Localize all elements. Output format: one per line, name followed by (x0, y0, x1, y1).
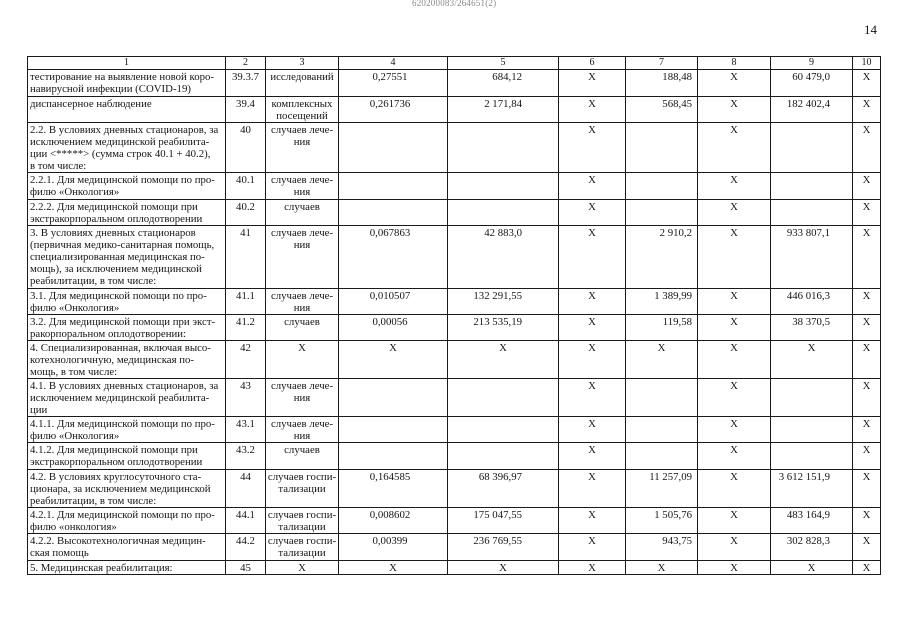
col-7-value: 119,58 (626, 315, 698, 341)
col-8-value: X (698, 561, 771, 575)
unit-of-measure: случаев (266, 443, 339, 470)
column-number: 8 (698, 57, 771, 70)
col-4-value: 0,164585 (339, 470, 448, 508)
col-6-value: X (559, 200, 626, 226)
column-number: 10 (853, 57, 881, 70)
col-5-value: 68 396,97 (448, 470, 559, 508)
col-8-value: X (698, 289, 771, 315)
row-line-number: 43 (226, 379, 266, 417)
col-4-value: X (339, 341, 448, 379)
col-8-value: X (698, 315, 771, 341)
col-9-value (771, 443, 853, 470)
row-line-number: 41.1 (226, 289, 266, 315)
row-description: 3. В условиях дневных стационаров (первичная медико-санитарная помощь, специализированная медицинская по- мощь), за исключением медицинской реабилитации, в том числе: (28, 226, 226, 289)
column-number: 1 (28, 57, 226, 70)
col-6-value: X (559, 508, 626, 534)
col-10-value: X (853, 417, 881, 443)
col-7-value (626, 443, 698, 470)
col-9-value: 182 402,4 (771, 97, 853, 123)
column-number-row (28, 57, 881, 70)
col-6-value: X (559, 561, 626, 575)
col-6-value: X (559, 443, 626, 470)
col-8-value: X (698, 379, 771, 417)
col-6-value: X (559, 341, 626, 379)
col-7-value: 11 257,09 (626, 470, 698, 508)
col-6-value: X (559, 226, 626, 289)
col-4-value (339, 123, 448, 173)
col-5-value: 2 171,84 (448, 97, 559, 123)
col-9-value: X (771, 561, 853, 575)
col-5-value: 684,12 (448, 70, 559, 97)
col-9-value (771, 417, 853, 443)
col-8-value: X (698, 123, 771, 173)
col-4-value: 0,27551 (339, 70, 448, 97)
col-8-value: X (698, 70, 771, 97)
row-description: 4.2. В условиях круглосуточного ста- ционара, за исключением медицинской реабилитации, в том числе: (28, 470, 226, 508)
row-line-number: 43.1 (226, 417, 266, 443)
row-line-number: 40 (226, 123, 266, 173)
col-9-value: 483 164,9 (771, 508, 853, 534)
col-7-value: 568,45 (626, 97, 698, 123)
unit-of-measure: случаев лече- ния (266, 123, 339, 173)
col-7-value: 2 910,2 (626, 226, 698, 289)
col-4-value: 0,010507 (339, 289, 448, 315)
col-6-value: X (559, 97, 626, 123)
col-8-value: X (698, 470, 771, 508)
col-5-value: 213 535,19 (448, 315, 559, 341)
row-line-number: 45 (226, 561, 266, 575)
col-9-value (771, 123, 853, 173)
column-number: 3 (266, 57, 339, 70)
col-4-value (339, 417, 448, 443)
col-10-value: X (853, 200, 881, 226)
col-9-value: 3 612 151,9 (771, 470, 853, 508)
col-9-value: 60 479,0 (771, 70, 853, 97)
col-4-value (339, 200, 448, 226)
col-4-value: 0,008602 (339, 508, 448, 534)
column-number: 9 (771, 57, 853, 70)
col-5-value (448, 123, 559, 173)
col-4-value: 0,261736 (339, 97, 448, 123)
col-8-value: X (698, 508, 771, 534)
table-row (28, 417, 881, 443)
col-8-value: X (698, 200, 771, 226)
col-10-value: X (853, 315, 881, 341)
col-6-value: X (559, 534, 626, 561)
col-4-value: 0,00056 (339, 315, 448, 341)
table-row (28, 470, 881, 508)
unit-of-measure: случаев лече- ния (266, 417, 339, 443)
row-line-number: 41.2 (226, 315, 266, 341)
col-5-value: 175 047,55 (448, 508, 559, 534)
col-8-value: X (698, 534, 771, 561)
col-5-value: X (448, 341, 559, 379)
row-description: 2.2.2. Для медицинской помощи при экстракорпоральном оплодотворении (28, 200, 226, 226)
col-5-value (448, 379, 559, 417)
unit-of-measure: случаев лече- ния (266, 173, 339, 200)
row-line-number: 44.1 (226, 508, 266, 534)
column-number: 6 (559, 57, 626, 70)
col-8-value: X (698, 226, 771, 289)
col-8-value: X (698, 341, 771, 379)
row-line-number: 40.1 (226, 173, 266, 200)
col-8-value: X (698, 173, 771, 200)
col-6-value: X (559, 315, 626, 341)
column-number: 2 (226, 57, 266, 70)
col-9-value: 302 828,3 (771, 534, 853, 561)
row-line-number: 42 (226, 341, 266, 379)
row-line-number: 39.4 (226, 97, 266, 123)
row-description: тестирование на выявление новой коро- навирусной инфекции (COVID-19) (28, 70, 226, 97)
col-10-value: X (853, 534, 881, 561)
data-table (27, 56, 881, 575)
col-8-value: X (698, 417, 771, 443)
col-5-value: 42 883,0 (448, 226, 559, 289)
table-row (28, 70, 881, 97)
row-description: 4. Специализированная, включая высо- котехнологичную, медицинская по- мощь, в том числе: (28, 341, 226, 379)
table-row (28, 226, 881, 289)
col-10-value: X (853, 70, 881, 97)
row-description: 2.2. В условиях дневных стационаров, за исключением медицинской реабилита- ции <*****> (сумма строк 40.1 + 40.2), в том числе: (28, 123, 226, 173)
row-description: 4.1.2. Для медицинской помощи при экстракорпоральном оплодотворении (28, 443, 226, 470)
row-description: диспансерное наблюдение (28, 97, 226, 123)
unit-of-measure: случаев лече- ния (266, 226, 339, 289)
col-6-value: X (559, 70, 626, 97)
table-row (28, 123, 881, 173)
col-7-value (626, 379, 698, 417)
table-row (28, 341, 881, 379)
col-9-value: 446 016,3 (771, 289, 853, 315)
table-row (28, 173, 881, 200)
col-10-value: X (853, 561, 881, 575)
row-description: 2.2.1. Для медицинской помощи по про- филю «Онкология» (28, 173, 226, 200)
row-line-number: 39.3.7 (226, 70, 266, 97)
col-4-value (339, 379, 448, 417)
col-8-value: X (698, 97, 771, 123)
col-5-value (448, 417, 559, 443)
col-6-value: X (559, 379, 626, 417)
table-row (28, 289, 881, 315)
col-9-value: 933 807,1 (771, 226, 853, 289)
unit-of-measure: случаев госпи- тализации (266, 470, 339, 508)
page-number: 14 (864, 22, 877, 37)
col-9-value (771, 173, 853, 200)
col-10-value: X (853, 289, 881, 315)
unit-of-measure: случаев лече- ния (266, 289, 339, 315)
row-description: 4.1. В условиях дневных стационаров, за исключением медицинской реабилита- ции (28, 379, 226, 417)
unit-of-measure: случаев госпи- тализации (266, 534, 339, 561)
row-description: 4.1.1. Для медицинской помощи по про- филю «Онкология» (28, 417, 226, 443)
unit-of-measure: случаев лече- ния (266, 379, 339, 417)
row-line-number: 44.2 (226, 534, 266, 561)
col-10-value: X (853, 173, 881, 200)
col-4-value: 0,067863 (339, 226, 448, 289)
col-4-value (339, 443, 448, 470)
row-line-number: 41 (226, 226, 266, 289)
row-description: 4.2.1. Для медицинской помощи по про- филю «онкология» (28, 508, 226, 534)
col-7-value: 1 505,76 (626, 508, 698, 534)
col-7-value (626, 173, 698, 200)
table-row (28, 315, 881, 341)
unit-of-measure: X (266, 561, 339, 575)
col-6-value: X (559, 289, 626, 315)
table-row (28, 561, 881, 575)
unit-of-measure: случаев (266, 200, 339, 226)
col-6-value: X (559, 123, 626, 173)
row-description: 3.2. Для медицинской помощи при экст- ракорпоральном оплодотворении: (28, 315, 226, 341)
col-7-value: X (626, 341, 698, 379)
col-10-value: X (853, 97, 881, 123)
col-8-value: X (698, 443, 771, 470)
unit-of-measure: X (266, 341, 339, 379)
row-description: 3.1. Для медицинской помощи по про- филю «Онкология» (28, 289, 226, 315)
col-6-value: X (559, 470, 626, 508)
col-10-value: X (853, 470, 881, 508)
col-7-value: 188,48 (626, 70, 698, 97)
col-10-value: X (853, 123, 881, 173)
col-4-value: X (339, 561, 448, 575)
col-6-value: X (559, 417, 626, 443)
table-row (28, 200, 881, 226)
col-4-value (339, 173, 448, 200)
column-number: 5 (448, 57, 559, 70)
col-5-value (448, 200, 559, 226)
col-10-value: X (853, 379, 881, 417)
col-6-value: X (559, 173, 626, 200)
col-5-value (448, 443, 559, 470)
col-7-value: 1 389,99 (626, 289, 698, 315)
row-description: 4.2.2. Высокотехнологичная медицин- ская помощь (28, 534, 226, 561)
col-7-value: X (626, 561, 698, 575)
table-row (28, 508, 881, 534)
column-number: 4 (339, 57, 448, 70)
col-10-value: X (853, 508, 881, 534)
col-10-value: X (853, 341, 881, 379)
col-9-value (771, 200, 853, 226)
table-row (28, 379, 881, 417)
col-9-value: X (771, 341, 853, 379)
col-9-value (771, 379, 853, 417)
row-description: 5. Медицинская реабилитация: (28, 561, 226, 575)
col-9-value: 38 370,5 (771, 315, 853, 341)
table-row (28, 97, 881, 123)
col-4-value: 0,00399 (339, 534, 448, 561)
row-line-number: 44 (226, 470, 266, 508)
unit-of-measure: комплексных посещений (266, 97, 339, 123)
row-line-number: 40.2 (226, 200, 266, 226)
col-10-value: X (853, 443, 881, 470)
col-7-value (626, 123, 698, 173)
unit-of-measure: случаев (266, 315, 339, 341)
table-row (28, 443, 881, 470)
unit-of-measure: случаев госпи- тализации (266, 508, 339, 534)
column-number: 7 (626, 57, 698, 70)
col-7-value (626, 200, 698, 226)
col-5-value (448, 173, 559, 200)
table-body (28, 70, 881, 575)
table-row (28, 534, 881, 561)
col-5-value: 236 769,55 (448, 534, 559, 561)
col-5-value: X (448, 561, 559, 575)
document-code: 620200083/264651(2) (412, 0, 497, 8)
unit-of-measure: исследований (266, 70, 339, 97)
row-line-number: 43.2 (226, 443, 266, 470)
col-5-value: 132 291,55 (448, 289, 559, 315)
col-7-value: 943,75 (626, 534, 698, 561)
col-7-value (626, 417, 698, 443)
col-10-value: X (853, 226, 881, 289)
